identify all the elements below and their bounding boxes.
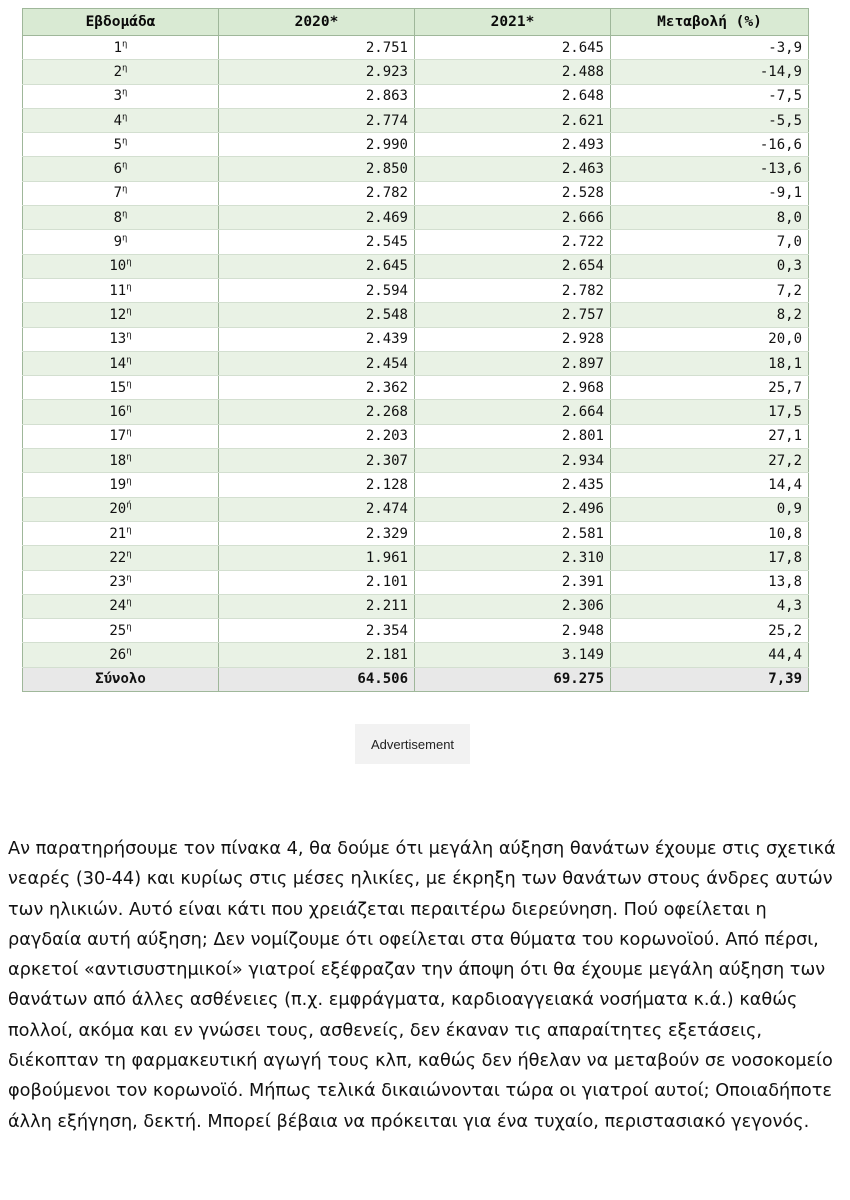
week-number: 15: [109, 379, 127, 396]
week-ordinal-suffix: η: [122, 63, 128, 74]
cell-week: [23, 424, 219, 448]
cell-week: [23, 400, 219, 424]
cell-2020: 2.782: [219, 181, 415, 205]
cell-2020: 2.128: [219, 473, 415, 497]
cell-change: 17,8: [611, 546, 809, 570]
cell-week: [23, 497, 219, 521]
cell-week: [23, 376, 219, 400]
cell-2021: 2.948: [415, 619, 611, 643]
header-week: Εβδομάδα: [23, 9, 219, 36]
week-ordinal-suffix: η: [126, 476, 132, 487]
week-ordinal-suffix: η: [122, 111, 128, 122]
cell-change: 20,0: [611, 327, 809, 351]
cell-2021: 2.757: [415, 303, 611, 327]
cell-2020: 2.454: [219, 351, 415, 375]
table-row: [23, 594, 809, 618]
cell-change: 17,5: [611, 400, 809, 424]
cell-week: [23, 60, 219, 84]
cell-2021: 2.666: [415, 206, 611, 230]
week-number: 8: [113, 209, 122, 226]
cell-total-2021: 69.275: [415, 667, 611, 691]
cell-change: 7,2: [611, 278, 809, 302]
table-row: [23, 376, 809, 400]
week-ordinal-suffix: η: [126, 354, 132, 365]
cell-2021: 2.488: [415, 60, 611, 84]
table-row: [23, 570, 809, 594]
week-ordinal-suffix: η: [126, 379, 132, 390]
cell-change: -13,6: [611, 157, 809, 181]
week-ordinal-suffix: ή: [126, 500, 132, 511]
cell-2021: 2.897: [415, 351, 611, 375]
week-ordinal-suffix: η: [122, 184, 128, 195]
cell-2021: 2.306: [415, 594, 611, 618]
week-ordinal-suffix: η: [122, 87, 128, 98]
week-ordinal-suffix: η: [122, 233, 128, 244]
cell-2020: 2.545: [219, 230, 415, 254]
cell-week: [23, 351, 219, 375]
week-number: 21: [109, 525, 127, 542]
cell-week: [23, 327, 219, 351]
week-ordinal-suffix: η: [126, 524, 132, 535]
week-ordinal-suffix: η: [122, 160, 128, 171]
week-number: 11: [109, 282, 127, 299]
cell-change: 0,3: [611, 254, 809, 278]
week-ordinal-suffix: η: [122, 136, 128, 147]
week-number: 23: [109, 574, 127, 591]
table-row: [23, 36, 809, 60]
cell-2020: 2.268: [219, 400, 415, 424]
week-ordinal-suffix: η: [126, 573, 132, 584]
cell-week: [23, 133, 219, 157]
cell-week: [23, 254, 219, 278]
cell-week: [23, 643, 219, 667]
cell-total-2020: 64.506: [219, 667, 415, 691]
cell-week: [23, 230, 219, 254]
cell-change: 0,9: [611, 497, 809, 521]
table-row: [23, 351, 809, 375]
cell-change: -16,6: [611, 133, 809, 157]
cell-2020: 2.101: [219, 570, 415, 594]
week-number: 7: [113, 185, 122, 202]
table-row: [23, 497, 809, 521]
cell-change: 14,4: [611, 473, 809, 497]
header-change: Μεταβολή (%): [611, 9, 809, 36]
cell-2021: 2.928: [415, 327, 611, 351]
cell-week: [23, 570, 219, 594]
article-paragraph: Αν παρατηρήσουμε τον πίνακα 4, θα δούμε ότι μεγάλη αύξηση θανάτων έχουμε στις σχετικά νεαρές (30-44) και κυρίως στις μέσες ηλικίες, με έκρηξη των θανάτων στους άνδρες αυτών των ηλικιών. Αυτό είναι κάτι που χρειάζεται περαιτέρω διερεύνηση. Πού οφείλεται η ραγδαία αυτή αύξηση; Δεν νομίζουμε ότι οφείλεται στα θύματα του κορωνοϊού. Από πέρσι, αρκετοί «αντισυστημικοί» γιατροί εξέφραζαν την άποψη ότι θα έχουμε μεγάλη αύξηση των θανάτων από άλλες ασθένειες (π.χ. εμφράγματα, καρδιοαγγειακά νοσήματα κ.ά.) καθώς πολλοί, ακόμα και εν γνώσει τους, ασθενείς, δεν έκαναν τις απαραίτητες εξετάσεις, διέκοπταν τη φαρμακευτική αγωγή τους κλπ, καθώς δεν ήθελαν να μεταβούν σε νοσοκομείο φοβούμενοι τον κορωνοϊό. Μήπως τελικά δικαιώνονται τώρα οι γιατροί αυτοί; Οποιαδήποτε άλλη εξήγηση, δεκτή. Μπορεί βέβαια να πρόκειται για ένα τυχαίο, περιστασιακό γεγονός.: [8, 839, 836, 1132]
week-number: 16: [109, 404, 127, 421]
week-ordinal-suffix: η: [126, 306, 132, 317]
cell-2021: 2.310: [415, 546, 611, 570]
week-ordinal-suffix: η: [126, 622, 132, 633]
week-number: 18: [109, 452, 127, 469]
cell-change: 25,2: [611, 619, 809, 643]
cell-change: 7,0: [611, 230, 809, 254]
cell-2021: 2.664: [415, 400, 611, 424]
table-row: [23, 643, 809, 667]
weekly-deaths-table: [22, 8, 809, 692]
cell-change: 27,1: [611, 424, 809, 448]
week-number: 4: [113, 112, 122, 129]
cell-change: 13,8: [611, 570, 809, 594]
weekly-deaths-table-container: [22, 8, 808, 692]
cell-week: [23, 157, 219, 181]
week-ordinal-suffix: η: [126, 281, 132, 292]
cell-total-label: Σύνολο: [23, 667, 219, 691]
table-row: [23, 400, 809, 424]
table-row: [23, 254, 809, 278]
table-header-row: [23, 9, 809, 36]
week-ordinal-suffix: η: [126, 646, 132, 657]
cell-2020: 2.751: [219, 36, 415, 60]
cell-week: [23, 449, 219, 473]
week-number: 3: [113, 88, 122, 105]
cell-2021: 2.722: [415, 230, 611, 254]
cell-2020: 2.307: [219, 449, 415, 473]
cell-total-change: 7,39: [611, 667, 809, 691]
table-row: [23, 230, 809, 254]
cell-2021: 2.391: [415, 570, 611, 594]
cell-2020: 2.469: [219, 206, 415, 230]
week-ordinal-suffix: η: [126, 452, 132, 463]
table-row: [23, 278, 809, 302]
cell-week: [23, 546, 219, 570]
week-number: 13: [109, 331, 127, 348]
cell-2020: 2.594: [219, 278, 415, 302]
cell-week: [23, 36, 219, 60]
cell-change: -7,5: [611, 84, 809, 108]
week-number: 19: [109, 476, 127, 493]
week-number: 14: [109, 355, 127, 372]
week-number: 24: [109, 598, 127, 615]
table-row: [23, 181, 809, 205]
week-ordinal-suffix: η: [126, 549, 132, 560]
cell-week: [23, 303, 219, 327]
cell-2021: 3.149: [415, 643, 611, 667]
week-ordinal-suffix: η: [122, 38, 128, 49]
table-body: [23, 36, 809, 692]
week-number: 26: [109, 647, 127, 664]
week-number: 9: [113, 234, 122, 251]
cell-2020: 2.439: [219, 327, 415, 351]
cell-2021: 2.782: [415, 278, 611, 302]
table-row: [23, 619, 809, 643]
cell-2021: 2.463: [415, 157, 611, 181]
cell-week: [23, 84, 219, 108]
header-2020: 2020*: [219, 9, 415, 36]
cell-change: 8,0: [611, 206, 809, 230]
week-ordinal-suffix: η: [122, 209, 128, 220]
cell-week: [23, 521, 219, 545]
week-number: 25: [109, 622, 127, 639]
cell-2020: 2.863: [219, 84, 415, 108]
table-total-row: [23, 667, 809, 691]
cell-2021: 2.435: [415, 473, 611, 497]
table-row: [23, 449, 809, 473]
table-row: [23, 546, 809, 570]
cell-week: [23, 594, 219, 618]
cell-2021: 2.654: [415, 254, 611, 278]
table-row: [23, 84, 809, 108]
cell-week: [23, 181, 219, 205]
cell-2021: 2.621: [415, 108, 611, 132]
cell-change: -14,9: [611, 60, 809, 84]
table-row: [23, 108, 809, 132]
week-number: 1: [113, 39, 122, 56]
table-row: [23, 424, 809, 448]
cell-2020: 1.961: [219, 546, 415, 570]
cell-week: [23, 473, 219, 497]
cell-change: 4,3: [611, 594, 809, 618]
table-row: [23, 133, 809, 157]
cell-week: [23, 278, 219, 302]
cell-change: 18,1: [611, 351, 809, 375]
cell-2020: 2.990: [219, 133, 415, 157]
cell-2021: 2.968: [415, 376, 611, 400]
cell-change: 44,4: [611, 643, 809, 667]
cell-2020: 2.645: [219, 254, 415, 278]
week-number: 6: [113, 161, 122, 178]
cell-week: [23, 206, 219, 230]
week-number: 20: [109, 501, 127, 518]
cell-2020: 2.850: [219, 157, 415, 181]
cell-change: 8,2: [611, 303, 809, 327]
cell-2020: 2.923: [219, 60, 415, 84]
cell-2021: 2.934: [415, 449, 611, 473]
cell-change: 10,8: [611, 521, 809, 545]
table-row: [23, 60, 809, 84]
week-number: 17: [109, 428, 127, 445]
table-row: [23, 206, 809, 230]
cell-2021: 2.648: [415, 84, 611, 108]
cell-change: -5,5: [611, 108, 809, 132]
cell-change: 27,2: [611, 449, 809, 473]
cell-week: [23, 108, 219, 132]
cell-change: -9,1: [611, 181, 809, 205]
table-row: [23, 157, 809, 181]
week-number: 10: [109, 258, 127, 275]
week-number: 5: [113, 136, 122, 153]
advertisement-label: Advertisement: [355, 724, 470, 764]
header-2021: 2021*: [415, 9, 611, 36]
week-number: 22: [109, 549, 127, 566]
table-row: [23, 473, 809, 497]
week-ordinal-suffix: η: [126, 597, 132, 608]
cell-2020: 2.181: [219, 643, 415, 667]
week-ordinal-suffix: η: [126, 257, 132, 268]
cell-2020: 2.548: [219, 303, 415, 327]
week-number: 2: [113, 63, 122, 80]
table-row: [23, 303, 809, 327]
cell-2021: 2.581: [415, 521, 611, 545]
cell-2020: 2.329: [219, 521, 415, 545]
cell-change: 25,7: [611, 376, 809, 400]
week-ordinal-suffix: η: [126, 330, 132, 341]
cell-2020: 2.211: [219, 594, 415, 618]
cell-week: [23, 619, 219, 643]
week-ordinal-suffix: η: [126, 427, 132, 438]
table-row: [23, 327, 809, 351]
cell-2020: 2.354: [219, 619, 415, 643]
cell-change: -3,9: [611, 36, 809, 60]
cell-2020: 2.203: [219, 424, 415, 448]
cell-2020: 2.474: [219, 497, 415, 521]
table-row: [23, 521, 809, 545]
week-ordinal-suffix: η: [126, 403, 132, 414]
cell-2021: 2.493: [415, 133, 611, 157]
cell-2021: 2.496: [415, 497, 611, 521]
cell-2020: 2.362: [219, 376, 415, 400]
cell-2021: 2.801: [415, 424, 611, 448]
cell-2021: 2.528: [415, 181, 611, 205]
week-number: 12: [109, 306, 127, 323]
cell-2020: 2.774: [219, 108, 415, 132]
cell-2021: 2.645: [415, 36, 611, 60]
